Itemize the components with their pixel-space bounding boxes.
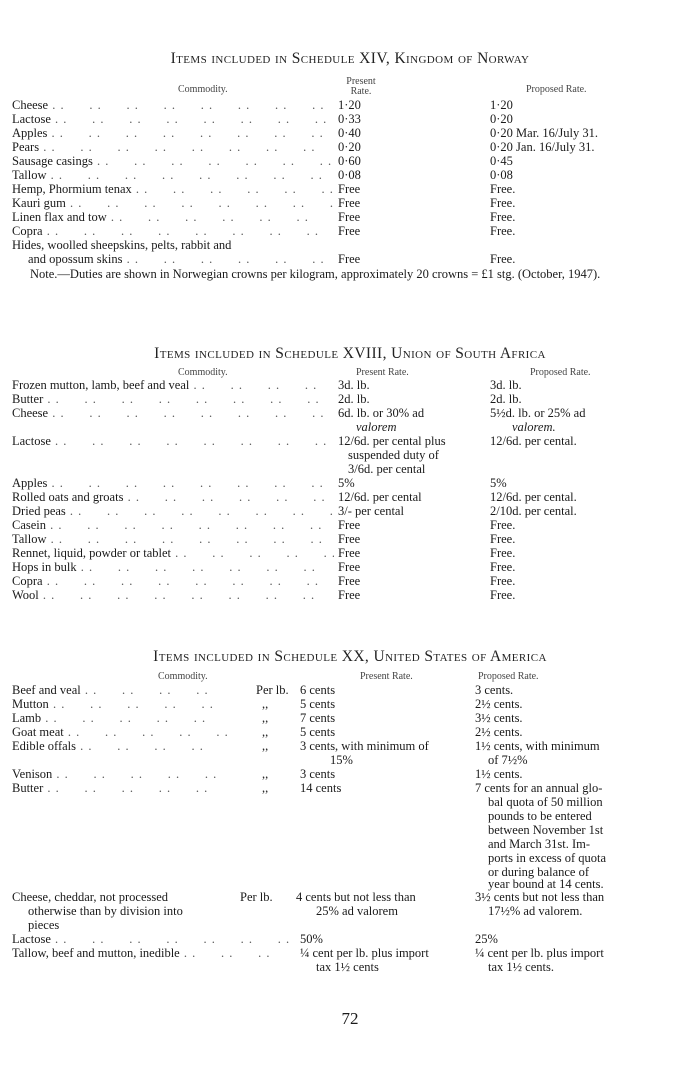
commodity-cell: Apples . . bbox=[12, 127, 334, 140]
commodity-cell: Rolled oats and groats . . bbox=[12, 491, 334, 504]
table-row bbox=[0, 589, 700, 602]
commodity-cell: Butter . . bbox=[12, 782, 227, 795]
commodity-cell: Hemp, Phormium tenax . . bbox=[12, 183, 334, 196]
proposed-rate-cell: Free. bbox=[490, 224, 516, 238]
present-rate-cell: Free bbox=[338, 518, 361, 532]
table-row bbox=[0, 407, 700, 420]
commodity-cell: Copra . . bbox=[12, 225, 334, 238]
present-rate-cell: Free bbox=[338, 196, 361, 210]
norway-schedule-title: Items included in Schedule XIV, Kingdom of Norway bbox=[170, 50, 530, 67]
table-row bbox=[0, 421, 700, 434]
present-rate-cell: 0·33 bbox=[338, 112, 361, 126]
table-row bbox=[0, 477, 700, 490]
present-rate-cell: 3/6d. per cental bbox=[348, 462, 426, 476]
table-row bbox=[0, 575, 700, 588]
table-row bbox=[0, 782, 700, 795]
commodity-cell: Tallow . . bbox=[12, 533, 334, 546]
proposed-rate-cell: 12/6d. per cental. bbox=[490, 434, 577, 448]
commodity-cell: Cheese, cheddar, not processed bbox=[12, 890, 169, 904]
present-rate-cell: 5 cents bbox=[300, 697, 336, 711]
commodity-cell: Hides, woolled sheepskins, pelts, rabbit and bbox=[12, 239, 232, 252]
proposed-rate-cell: 25% bbox=[475, 932, 498, 946]
unit-cell: ,, bbox=[262, 711, 269, 725]
usa-schedule-title: Items included in Schedule XX, United States of America bbox=[153, 648, 547, 665]
present-rate-cell: Free bbox=[338, 210, 361, 224]
present-rate-cell: Free bbox=[338, 252, 361, 266]
table-row bbox=[0, 113, 700, 126]
table-row bbox=[0, 684, 700, 697]
proposed-rate-cell: Free. bbox=[490, 546, 516, 560]
commodity-cell: Edible offals . . bbox=[12, 740, 227, 753]
proposed-rate-cell: 2½ cents. bbox=[475, 697, 523, 711]
norway-commodity-header: Commodity. bbox=[178, 84, 228, 95]
page-number: 72 bbox=[341, 1009, 359, 1028]
proposed-rate-cell: 0·45 bbox=[490, 154, 513, 168]
present-rate-cell: Free bbox=[338, 560, 361, 574]
table-row bbox=[0, 824, 700, 837]
commodity-cell: Dried peas . . bbox=[12, 505, 334, 518]
proposed-rate-cell: 5% bbox=[490, 476, 507, 490]
proposed-rate-cell: ports in excess of quota bbox=[488, 851, 607, 865]
proposed-rate-cell: 3d. lb. bbox=[490, 378, 522, 392]
present-rate-cell: Free bbox=[338, 532, 361, 546]
table-row bbox=[0, 379, 700, 392]
table-row bbox=[0, 947, 700, 960]
table-row bbox=[0, 155, 700, 168]
present-rate-cell: 12/6d. per cental bbox=[338, 490, 422, 504]
proposed-rate-cell: or during balance of bbox=[488, 865, 590, 879]
commodity-cell: otherwise than by division into bbox=[28, 904, 183, 918]
table-row bbox=[0, 211, 700, 224]
table-row bbox=[0, 463, 700, 476]
proposed-rate-cell: 2d. lb. bbox=[490, 392, 522, 406]
table-row bbox=[0, 225, 700, 238]
unit-cell: ,, bbox=[262, 781, 269, 795]
proposed-rate-cell: Free. bbox=[490, 574, 516, 588]
present-rate-cell: 6d. lb. or 30% ad bbox=[338, 406, 425, 420]
table-row bbox=[0, 99, 700, 112]
norway-proposed-header: Proposed Rate. bbox=[526, 84, 587, 95]
commodity-cell: and opossum skins . . bbox=[28, 253, 334, 266]
norway-footnote: Note.—Duties are shown in Norwegian crowns per kilogram, approximately 20 crowns = £1 stg. (October, 1947). bbox=[30, 267, 601, 281]
table-row bbox=[0, 891, 700, 904]
table-row bbox=[0, 239, 700, 252]
table-row bbox=[0, 810, 700, 823]
proposed-rate-cell: valorem. bbox=[512, 420, 556, 434]
south-africa-schedule-title: Items included in Schedule XVIII, Union of South Africa bbox=[154, 345, 546, 362]
present-rate-cell: tax 1½ cents bbox=[316, 960, 379, 974]
commodity-cell: Hops in bulk . . bbox=[12, 561, 334, 574]
commodity-cell: Tallow . . bbox=[12, 169, 334, 182]
proposed-rate-cell: 0·20 bbox=[490, 112, 513, 126]
unit-cell: ,, bbox=[262, 767, 269, 781]
norway-present-header: Present Rate. bbox=[346, 76, 376, 97]
present-rate-cell: 3 cents bbox=[300, 767, 336, 781]
proposed-rate-cell: 1·20 bbox=[490, 98, 513, 112]
proposed-rate-cell: 12/6d. per cental. bbox=[490, 490, 577, 504]
usa-commodity-header: Commodity. bbox=[158, 671, 208, 682]
commodity-cell: Lactose . . bbox=[12, 113, 334, 126]
proposed-rate-cell: 2½ cents. bbox=[475, 725, 523, 739]
present-rate-cell: 12/6d. per cental plus bbox=[338, 434, 446, 448]
table-row bbox=[0, 435, 700, 448]
present-rate-cell: 3 cents, with minimum of bbox=[300, 739, 429, 753]
commodity-cell: Sausage casings . . bbox=[12, 155, 334, 168]
present-rate-cell: Free bbox=[338, 588, 361, 602]
commodity-cell: pieces bbox=[28, 918, 60, 932]
proposed-rate-cell: ¼ cent per lb. plus import bbox=[475, 946, 604, 960]
unit-cell: ,, bbox=[262, 725, 269, 739]
commodity-cell: Kauri gum . . bbox=[12, 197, 334, 210]
table-row bbox=[0, 253, 700, 266]
present-rate-cell: Free bbox=[338, 546, 361, 560]
table-row bbox=[0, 141, 700, 154]
present-rate-cell: 14 cents bbox=[300, 781, 342, 795]
south-africa-present-header: Present Rate. bbox=[356, 367, 409, 378]
proposed-rate-cell: 3½ cents but not less than bbox=[475, 890, 605, 904]
proposed-rate-cell: Free. bbox=[490, 518, 516, 532]
commodity-cell: Lamb . . bbox=[12, 712, 227, 725]
present-rate-cell: 7 cents bbox=[300, 711, 336, 725]
commodity-cell: Lactose . . bbox=[12, 435, 334, 448]
proposed-rate-cell: bal quota of 50 million bbox=[488, 795, 603, 809]
commodity-cell: Cheese . . bbox=[12, 99, 334, 112]
table-row bbox=[0, 796, 700, 809]
present-rate-cell: 5 cents bbox=[300, 725, 336, 739]
present-rate-cell: 5% bbox=[338, 476, 355, 490]
proposed-rate-cell: 1½ cents, with minimum bbox=[475, 739, 600, 753]
usa-present-header: Present Rate. bbox=[360, 671, 413, 682]
south-africa-commodity-header: Commodity. bbox=[178, 367, 228, 378]
table-row bbox=[0, 698, 700, 711]
table-row bbox=[0, 740, 700, 753]
present-rate-cell: ¼ cent per lb. plus import bbox=[300, 946, 429, 960]
present-rate-cell: 2d. lb. bbox=[338, 392, 370, 406]
present-rate-cell: 3d. lb. bbox=[338, 378, 370, 392]
proposed-rate-cell: Free. bbox=[490, 252, 516, 266]
commodity-cell: Tallow, beef and mutton, inedible . . bbox=[12, 947, 294, 960]
present-rate-cell: 0·08 bbox=[338, 168, 361, 182]
table-row bbox=[0, 754, 700, 767]
table-row bbox=[0, 838, 700, 851]
table-row bbox=[0, 393, 700, 406]
commodity-cell: Goat meat . . bbox=[12, 726, 227, 739]
proposed-rate-cell: 3 cents. bbox=[475, 683, 514, 697]
unit-cell: Per lb. bbox=[240, 890, 273, 904]
present-rate-cell: 3/- per cental bbox=[338, 504, 404, 518]
proposed-rate-cell: and March 31st. Im- bbox=[488, 837, 591, 851]
unit-cell: Per lb. bbox=[256, 683, 289, 697]
present-rate-cell: 4 cents but not less than bbox=[296, 890, 416, 904]
commodity-cell: Pears . . bbox=[12, 141, 334, 154]
south-africa-proposed-header: Proposed Rate. bbox=[530, 367, 591, 378]
present-rate-cell: 0·40 bbox=[338, 126, 361, 140]
proposed-rate-cell: 2/10d. per cental. bbox=[490, 504, 577, 518]
commodity-cell: Copra . . bbox=[12, 575, 334, 588]
unit-cell: ,, bbox=[262, 739, 269, 753]
commodity-cell: Apples . . bbox=[12, 477, 334, 490]
proposed-rate-cell: between November 1st bbox=[488, 823, 604, 837]
table-row bbox=[0, 905, 700, 918]
table-row bbox=[0, 933, 700, 946]
proposed-rate-cell: 0·08 bbox=[490, 168, 513, 182]
proposed-rate-cell: 3½ cents. bbox=[475, 711, 523, 725]
usa-proposed-header: Proposed Rate. bbox=[478, 671, 539, 682]
table-row bbox=[0, 491, 700, 504]
present-rate-cell: 1·20 bbox=[338, 98, 361, 112]
proposed-rate-cell: year bound at 14 cents. bbox=[488, 877, 604, 891]
table-row bbox=[0, 533, 700, 546]
proposed-rate-cell: of 7½% bbox=[488, 753, 528, 767]
proposed-rate-cell: Free. bbox=[490, 196, 516, 210]
present-rate-cell: 0·60 bbox=[338, 154, 361, 168]
commodity-cell: Venison . . bbox=[12, 768, 227, 781]
table-row bbox=[0, 449, 700, 462]
proposed-rate-cell: Free. bbox=[490, 560, 516, 574]
proposed-rate-cell: 17½% ad valorem. bbox=[488, 904, 583, 918]
proposed-rate-cell: tax 1½ cents. bbox=[488, 960, 554, 974]
unit-cell: ,, bbox=[262, 697, 269, 711]
present-rate-cell: Free bbox=[338, 574, 361, 588]
present-rate-cell: Free bbox=[338, 182, 361, 196]
commodity-cell: Lactose . . bbox=[12, 933, 294, 946]
proposed-rate-cell: Free. bbox=[490, 182, 516, 196]
proposed-rate-cell: 1½ cents. bbox=[475, 767, 523, 781]
table-row bbox=[0, 519, 700, 532]
table-row bbox=[0, 127, 700, 140]
present-rate-cell: 50% bbox=[300, 932, 323, 946]
present-rate-cell: suspended duty of bbox=[348, 448, 439, 462]
present-rate-cell: 0·20 bbox=[338, 140, 361, 154]
proposed-rate-cell: 0·20 Mar. 16/July 31. bbox=[490, 126, 598, 140]
table-row bbox=[0, 919, 700, 932]
table-row bbox=[0, 547, 700, 560]
proposed-rate-cell: Free. bbox=[490, 588, 516, 602]
commodity-cell: Rennet, liquid, powder or tablet . . bbox=[12, 547, 334, 560]
proposed-rate-cell: Free. bbox=[490, 532, 516, 546]
commodity-cell: Butter . . bbox=[12, 393, 334, 406]
commodity-cell: Mutton . . bbox=[12, 698, 227, 711]
commodity-cell: Linen flax and tow . . bbox=[12, 211, 334, 224]
table-row bbox=[0, 852, 700, 865]
commodity-cell: Wool . . bbox=[12, 589, 334, 602]
table-row bbox=[0, 561, 700, 574]
table-row bbox=[0, 712, 700, 725]
table-row bbox=[0, 169, 700, 182]
table-row bbox=[0, 197, 700, 210]
table-row bbox=[0, 505, 700, 518]
proposed-rate-cell: 7 cents for an annual glo- bbox=[475, 781, 603, 795]
present-rate-cell: valorem bbox=[356, 420, 397, 434]
present-rate-cell: Free bbox=[338, 224, 361, 238]
table-row bbox=[0, 768, 700, 781]
present-rate-cell: 6 cents bbox=[300, 683, 336, 697]
commodity-cell: Beef and veal . . bbox=[12, 684, 227, 697]
present-rate-cell: 15% bbox=[330, 753, 353, 767]
table-row bbox=[0, 726, 700, 739]
proposed-rate-cell: Free. bbox=[490, 210, 516, 224]
commodity-cell: Casein . . bbox=[12, 519, 334, 532]
commodity-cell: Cheese . . bbox=[12, 407, 334, 420]
commodity-cell: Frozen mutton, lamb, beef and veal . . bbox=[12, 379, 334, 392]
proposed-rate-cell: 5½d. lb. or 25% ad bbox=[490, 406, 586, 420]
proposed-rate-cell: 0·20 Jan. 16/July 31. bbox=[490, 140, 595, 154]
table-row bbox=[0, 183, 700, 196]
table-row bbox=[0, 961, 700, 974]
proposed-rate-cell: pounds to be entered bbox=[488, 809, 592, 823]
present-rate-cell: 25% ad valorem bbox=[316, 904, 398, 918]
